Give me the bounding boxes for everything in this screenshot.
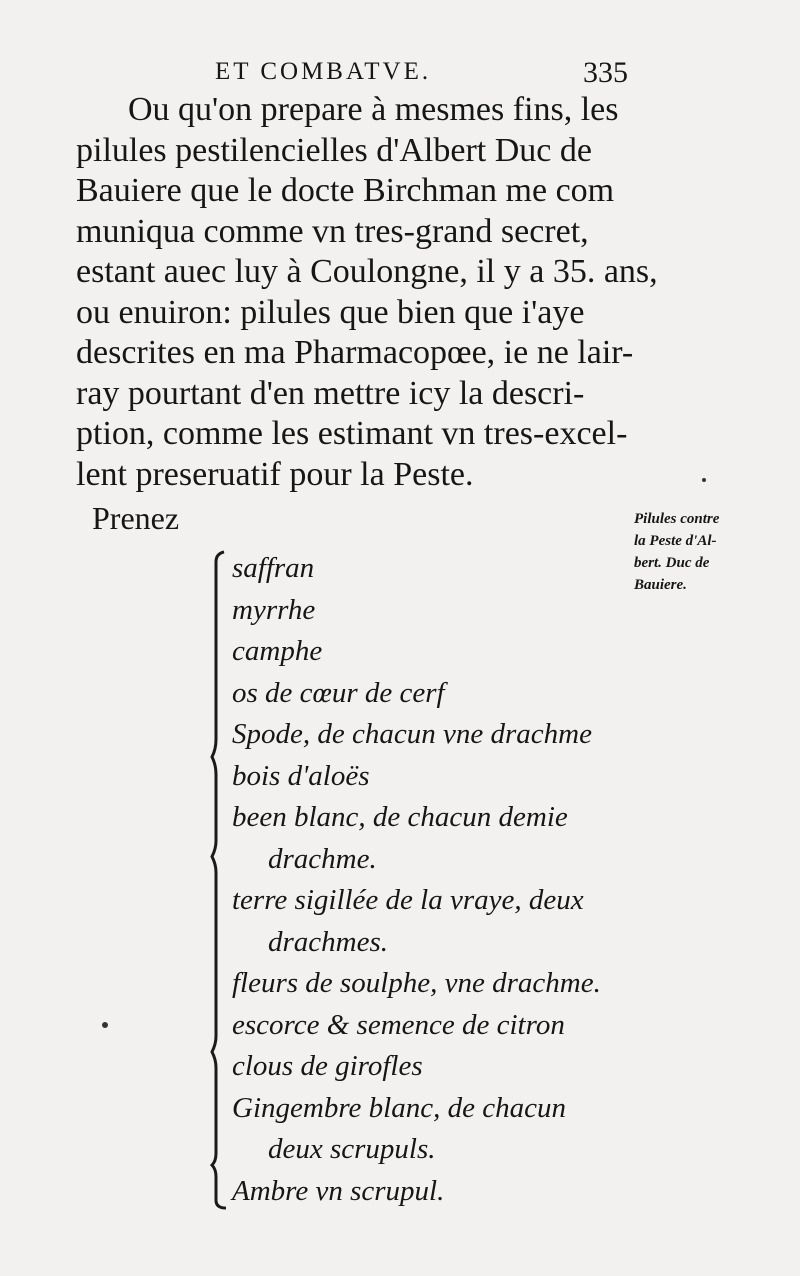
margin-note-line: Bauiere. bbox=[634, 577, 687, 593]
text-line: descrites en ma Pharmacopœe, ie ne lair- bbox=[76, 334, 634, 371]
recipe-item: saffran bbox=[232, 552, 315, 584]
text-line: Bauiere que le docte Birchman me com bbox=[76, 172, 615, 209]
margin-note-line: la Peste d'Al- bbox=[634, 533, 717, 549]
recipe-item: terre sigillée de la vraye, deux bbox=[232, 884, 584, 916]
recipe-item: Spode, de chacun vne drachme bbox=[232, 718, 592, 750]
recipe-item: clous de girofles bbox=[232, 1050, 423, 1082]
recipe-item: escorce & semence de citron bbox=[232, 1008, 565, 1041]
running-title: ET COMBATVE. bbox=[215, 58, 432, 85]
margin-note-line: bert. Duc de bbox=[634, 555, 710, 571]
page-number: 335 bbox=[583, 56, 628, 89]
recipe-item: drachme. bbox=[268, 842, 377, 875]
prenez-heading: Prenez bbox=[92, 500, 180, 536]
recipe-item: bois d'aloës bbox=[232, 759, 370, 792]
text-line: pilules pestilencielles d'Albert Duc de bbox=[76, 131, 592, 169]
text-line: ption, comme les estimant vn tres-excel- bbox=[76, 415, 628, 452]
margin-note-line: Pilules contre bbox=[634, 511, 720, 527]
recipe-item: Ambre vn scrupul. bbox=[232, 1174, 445, 1207]
margin-note bbox=[634, 508, 774, 596]
text-line: ray pourtant d'en mettre icy la descri- bbox=[76, 374, 585, 412]
recipe-item: os de cœur de cerf bbox=[232, 676, 445, 709]
recipe-item: camphe bbox=[232, 635, 323, 667]
text-line: Ou qu'on prepare à mesmes fins, les bbox=[128, 91, 619, 128]
recipe-item: drachmes. bbox=[268, 925, 389, 958]
text-line: ou enuiron: pilules que bien que i'aye bbox=[76, 293, 585, 331]
recipe-list bbox=[210, 548, 670, 1212]
brace-bracket bbox=[210, 548, 230, 1212]
recipe-item: fleurs de soulphe, vne drachme. bbox=[232, 967, 601, 999]
recipe-item: myrrhe bbox=[232, 593, 316, 626]
recipe-item: deux scrupuls. bbox=[268, 1133, 436, 1165]
body-paragraph bbox=[76, 90, 658, 495]
text-line: muniqua comme vn tres-grand secret, bbox=[76, 212, 589, 250]
text-line: estant auec luy à Coulongne, il y a 35. ans, bbox=[76, 253, 658, 290]
ink-speck bbox=[702, 478, 706, 482]
text-line: lent preseruatif pour la Peste. bbox=[76, 455, 474, 493]
recipe-item: been blanc, de chacun demie bbox=[232, 801, 568, 833]
ink-speck bbox=[102, 1022, 108, 1028]
recipe-item: Gingembre blanc, de chacun bbox=[232, 1091, 566, 1124]
